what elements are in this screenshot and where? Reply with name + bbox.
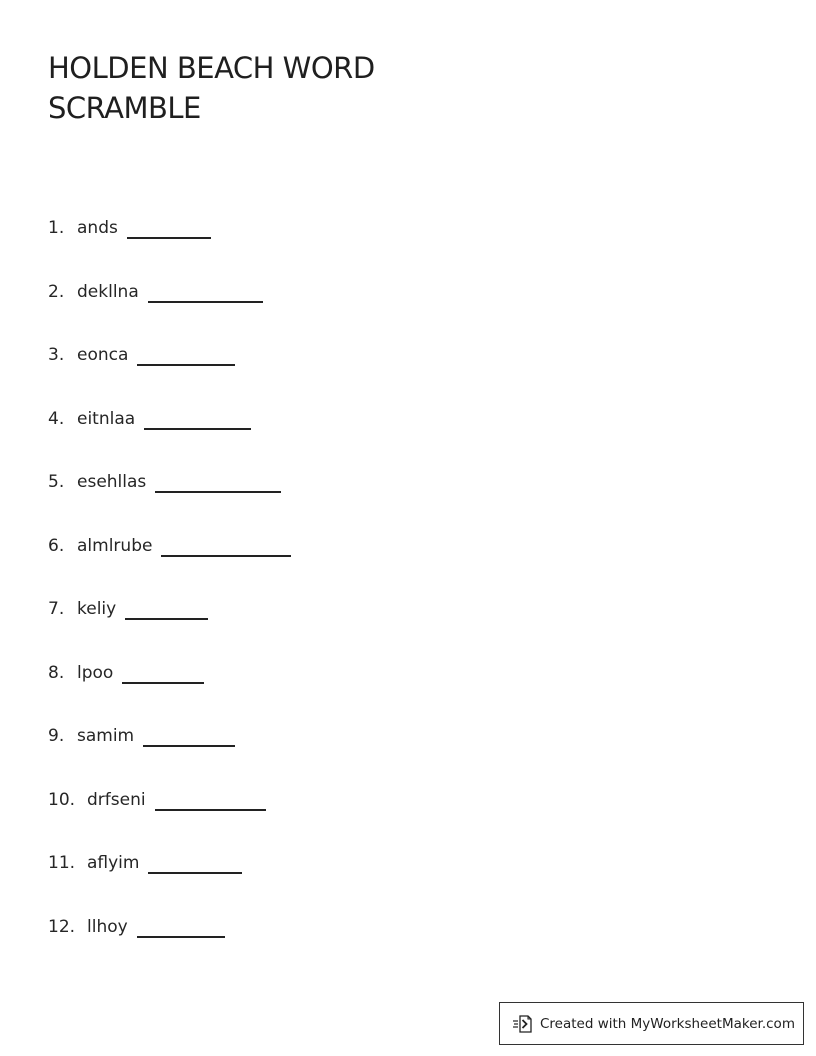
- item-number: 12.: [48, 916, 76, 937]
- item-number: 8.: [48, 662, 65, 683]
- scrambled-word: llhoy: [87, 916, 128, 937]
- item-number: 9.: [48, 726, 65, 746]
- answer-blank[interactable]: [144, 403, 251, 430]
- list-item: [48, 276, 291, 340]
- list-item: [48, 784, 291, 848]
- item-number: 6.: [48, 535, 65, 556]
- answer-blank[interactable]: [148, 847, 242, 874]
- scrambled-word: drfseni: [87, 789, 146, 810]
- scrambled-word: eitnlaa: [77, 408, 136, 429]
- answer-blank[interactable]: [122, 657, 204, 684]
- scrambled-word: esehllas: [77, 472, 147, 492]
- list-item: [48, 911, 291, 975]
- worksheet-maker-logo-icon: [512, 1013, 534, 1035]
- answer-blank[interactable]: [125, 593, 208, 620]
- scrambled-word: almlrube: [77, 535, 153, 556]
- scrambled-word: ands: [77, 218, 118, 238]
- item-number: 10.: [48, 789, 76, 810]
- answer-blank[interactable]: [155, 784, 266, 811]
- scrambled-word: eonca: [77, 345, 129, 365]
- scrambled-word: dekllna: [77, 281, 139, 302]
- footer-text: Created with MyWorksheetMaker.com: [540, 1015, 795, 1032]
- scrambled-word: keliy: [77, 599, 117, 619]
- item-number: 3.: [48, 345, 65, 365]
- answer-blank[interactable]: [127, 212, 211, 239]
- item-number: 2.: [48, 281, 65, 302]
- list-item: [48, 530, 291, 594]
- word-list: [48, 212, 291, 974]
- item-number: 1.: [48, 218, 65, 238]
- scrambled-word: aflyim: [87, 853, 140, 873]
- item-number: 11.: [48, 853, 76, 873]
- list-item: [48, 657, 291, 721]
- item-number: 7.: [48, 599, 65, 619]
- answer-blank[interactable]: [161, 530, 291, 557]
- list-item: [48, 212, 291, 276]
- page-title: HOLDEN BEACH WORD SCRAMBLE: [48, 51, 375, 125]
- answer-blank[interactable]: [148, 276, 263, 303]
- answer-blank[interactable]: [137, 911, 225, 938]
- list-item: [48, 403, 291, 467]
- item-number: 4.: [48, 408, 65, 429]
- list-item: [48, 593, 291, 657]
- answer-blank[interactable]: [137, 339, 235, 366]
- scrambled-word: lpoo: [77, 662, 114, 683]
- list-item: [48, 720, 291, 784]
- footer-badge[interactable]: [499, 1002, 804, 1045]
- list-item: [48, 466, 291, 530]
- list-item: [48, 339, 291, 403]
- answer-blank[interactable]: [155, 466, 281, 493]
- scrambled-word: samim: [77, 726, 135, 746]
- answer-blank[interactable]: [143, 720, 235, 747]
- item-number: 5.: [48, 472, 65, 492]
- list-item: [48, 847, 291, 911]
